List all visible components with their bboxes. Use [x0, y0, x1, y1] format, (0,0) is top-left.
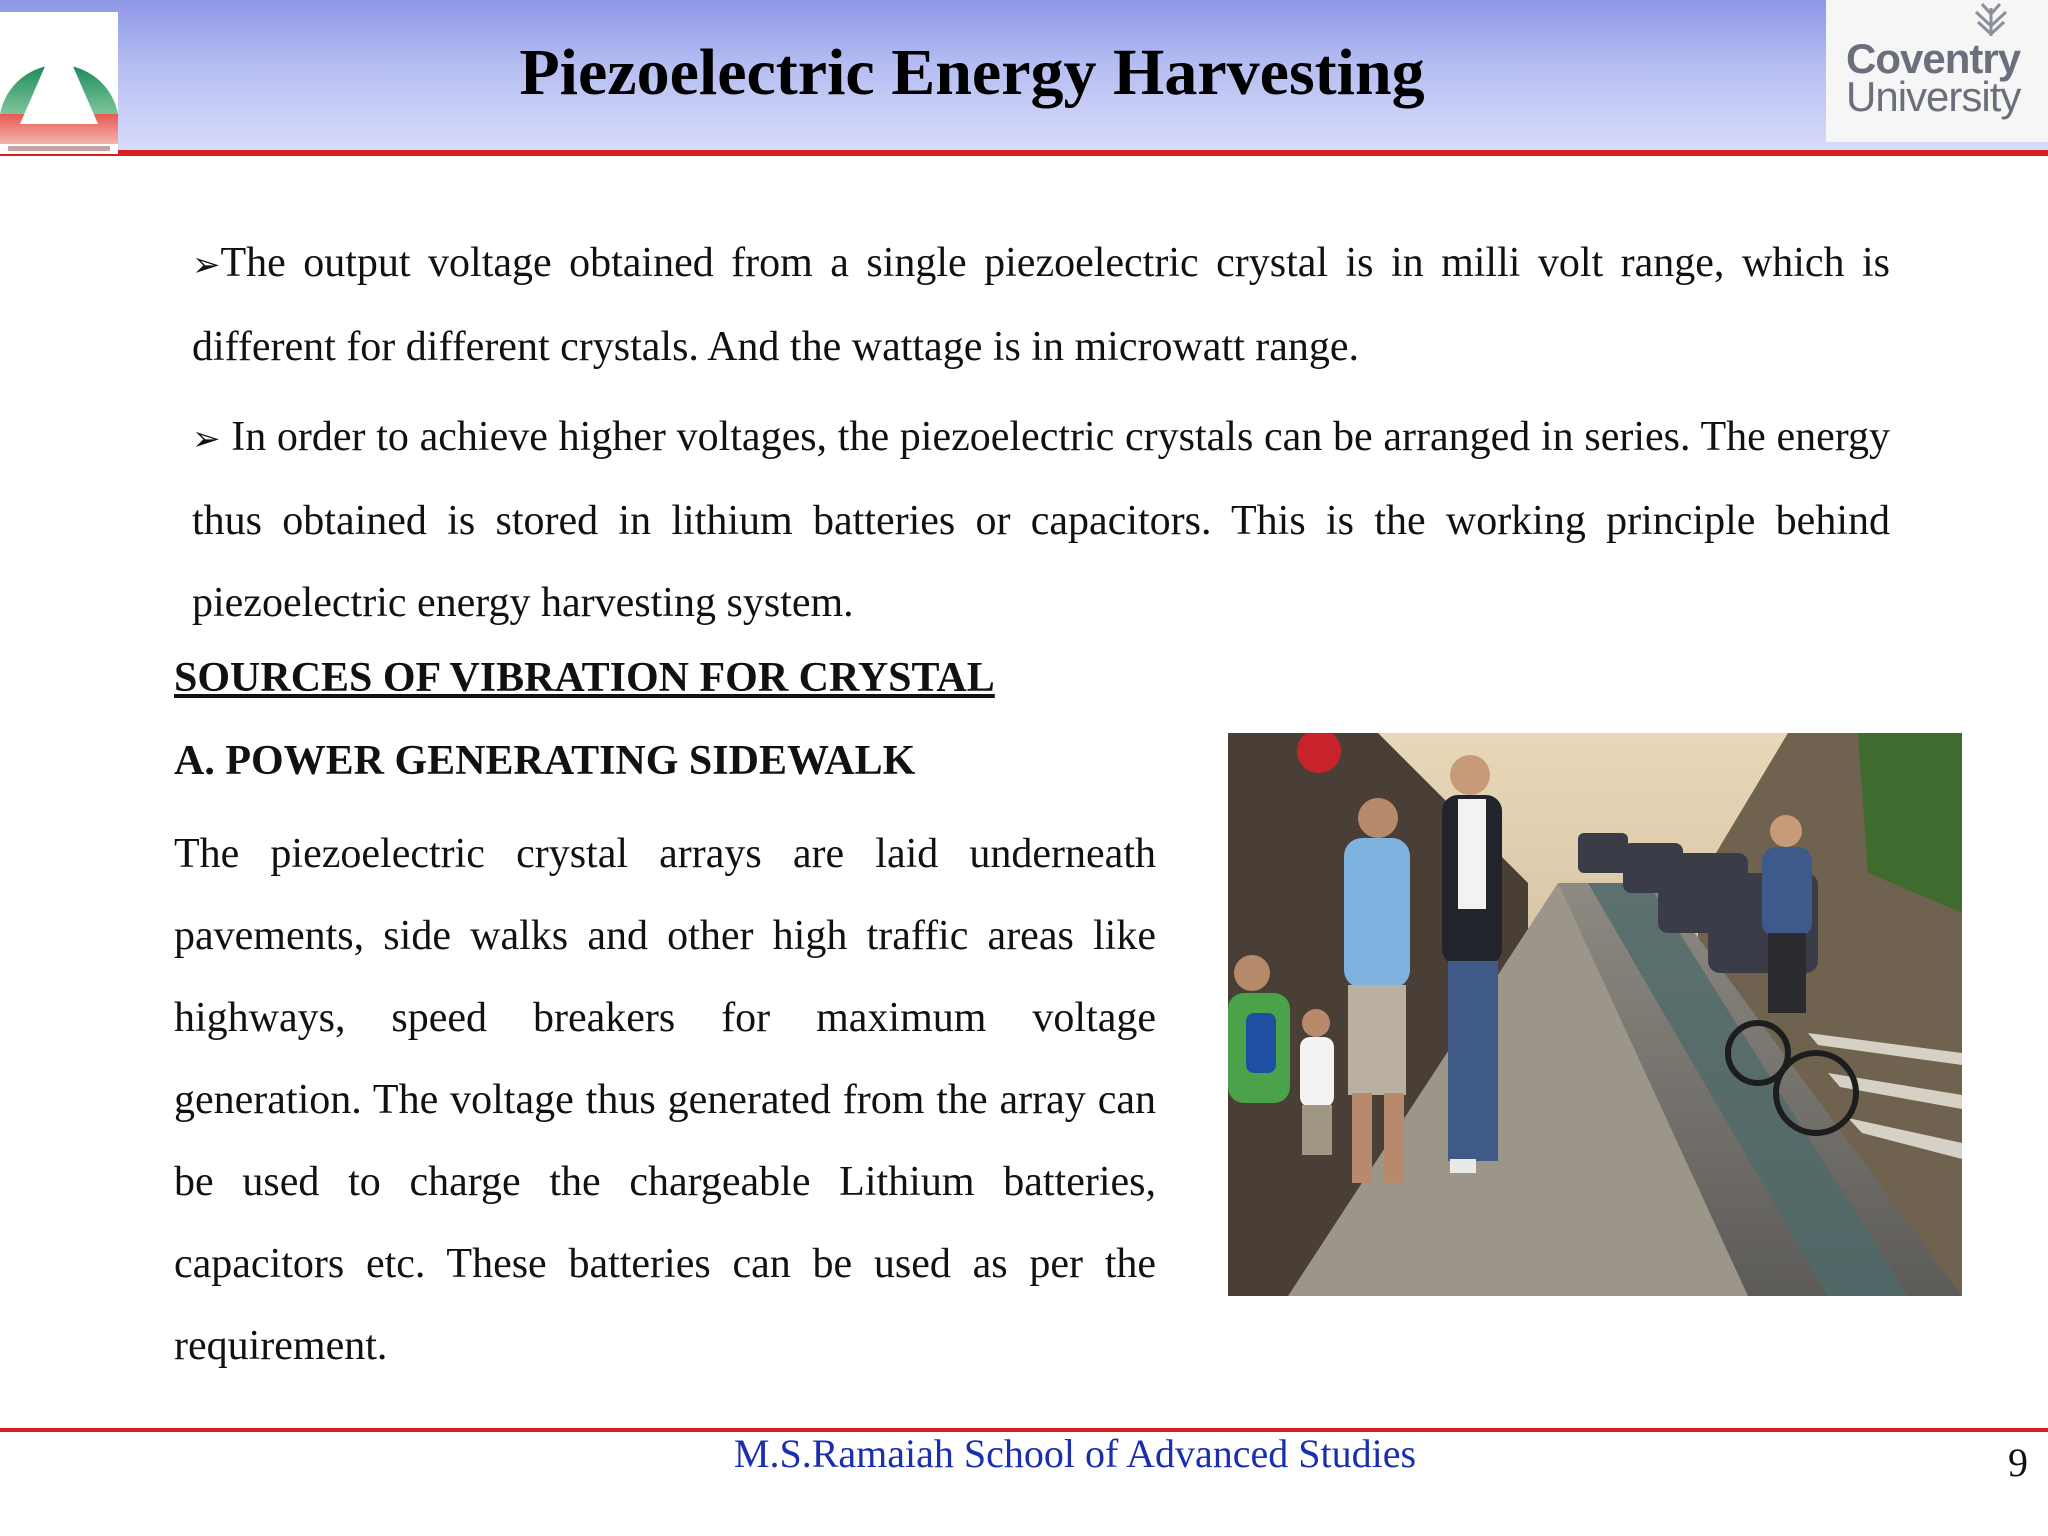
page-number: 9 — [2008, 1440, 2028, 1485]
header-divider — [0, 150, 2048, 156]
bullet-point — [192, 396, 1890, 644]
arrow-bullet-icon: ➢ — [192, 245, 221, 285]
section-heading: SOURCES OF VIBRATION FOR CRYSTAL — [174, 655, 995, 701]
wordmark-line-2: University — [1846, 73, 2021, 120]
sub-heading: A. POWER GENERATING SIDEWALK — [174, 738, 916, 784]
coventry-university-logo — [1826, 0, 2048, 142]
bullet-point — [192, 222, 1890, 388]
footer-institution: M.S.Ramaiah School of Advanced Studies — [733, 1431, 1417, 1476]
bullet-text: The output voltage obtained from a single piezoelectric crystal is in milli volt range, which is different for different crystals. And the wattage is in microwatt range. — [192, 240, 1890, 370]
institution-logo — [0, 12, 118, 154]
slide-title: Piezoelectric Energy Harvesting — [519, 36, 1425, 109]
wordmark-line-1: Coventry — [1846, 35, 2021, 82]
body-paragraph: The piezoelectric crystal arrays are laid underneath pavements, side walks and other high traffic areas like highways, speed breakers for maximum voltage generation. The voltage thus generated from the array can be used to charge the chargeable Lithium batteries, capacitors etc. These batteries can be used as per the requirement. — [174, 831, 1156, 1369]
coventry-wordmark — [1846, 35, 2026, 120]
bullet-text: In order to achieve higher voltages, the piezoelectric crystals can be arranged in series. The energy thus obtained is stored in lithium batteries or capacitors. This is the working principle behind piezoelectric energy harvesting system. — [192, 414, 1890, 626]
sidewalk-photo — [1228, 733, 1962, 1296]
arrow-bullet-icon: ➢ — [192, 419, 221, 459]
